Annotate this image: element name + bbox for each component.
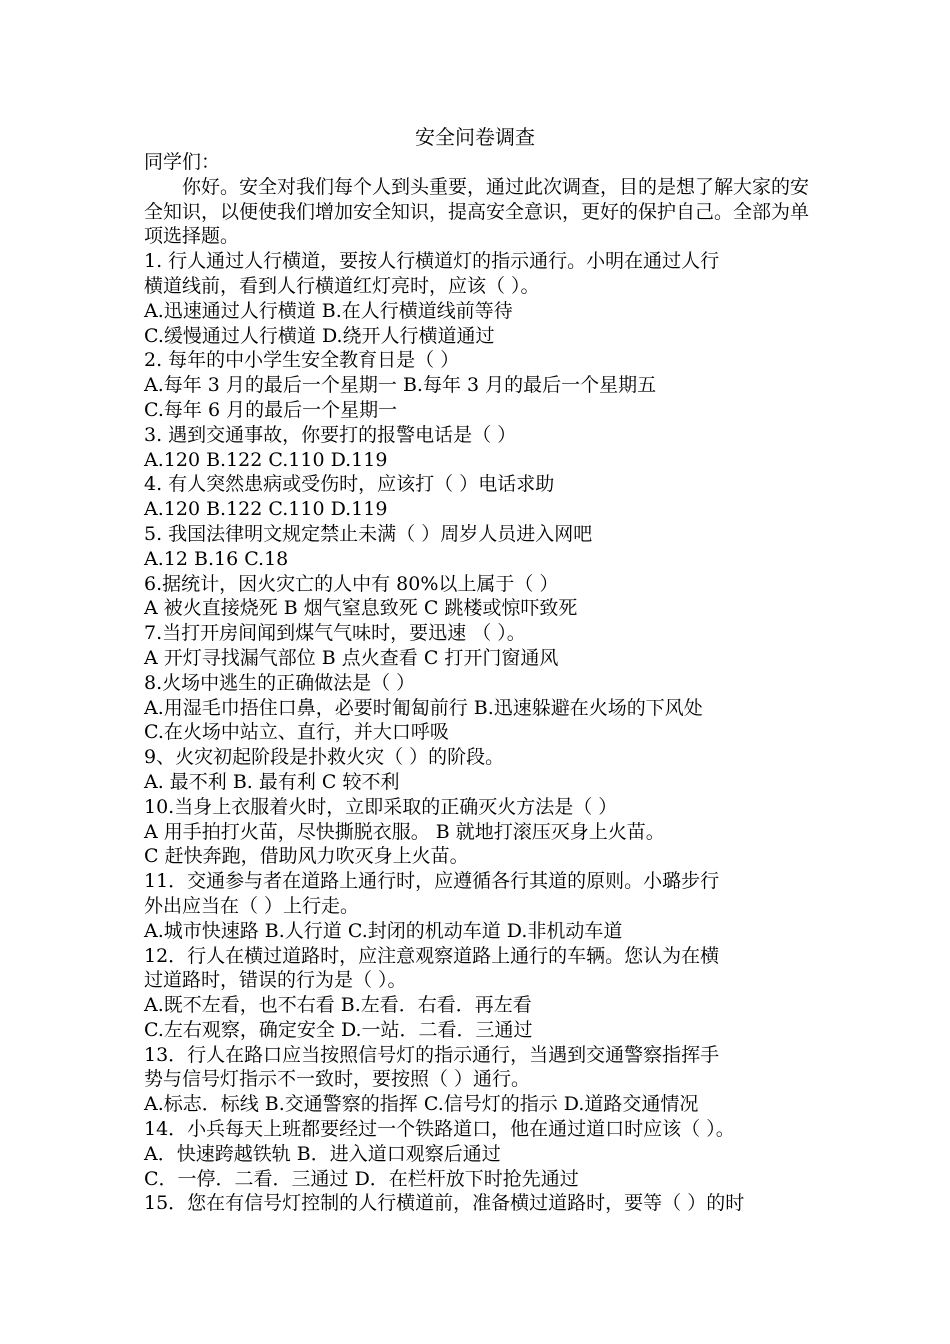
question-line: A.既不左看，也不右看 B.左看．右看．再左看 [144,994,532,1017]
question-line: A.每年 3 月的最后一个星期一 B.每年 3 月的最后一个星期五 [144,374,657,397]
question-line: 2. 每年的中小学生安全教育日是（ ） [144,349,460,372]
question-line: 过道路时，错误的行为是（ ）。 [144,969,407,992]
question-line: C.在火场中站立、直行，并大口呼吸 [144,721,449,744]
question-line: A 被火直接烧死 B 烟气窒息致死 C 跳楼或惊吓致死 [144,597,578,620]
question-line: A.城市快速路 B.人行道 C.封闭的机动车道 D.非机动车道 [144,919,623,942]
question-line: A 用手拍打火苗，尽快撕脱衣服。 B 就地打滚压灭身上火苗。 [144,820,665,843]
page-title: 安全问卷调查 [415,125,535,149]
question-line: A.标志．标线 B.交通警察的指挥 C.信号灯的指示 D.道路交通情况 [144,1093,699,1116]
question-line: 横道线前，看到人行横道红灯亮时，应该（ ）。 [144,274,540,297]
question-line: 12．行人在横过道路时，应注意观察道路上通行的车辆。您认为在横 [144,944,720,967]
question-line: A 开灯寻找漏气部位 B 点火查看 C 打开门窗通风 [144,646,559,669]
greeting: 同学们： [144,151,221,173]
question-line: C.左右观察，确定安全 D.一站．二看．三通过 [144,1018,533,1041]
question-line: A.120 B.122 C.110 D.119 [144,498,388,521]
question-line: A.120 B.122 C.110 D.119 [144,448,388,471]
question-line: 15．您在有信号灯控制的人行横道前，准备横过道路时，要等（ ）的时 [144,1192,745,1215]
question-line: 外出应当在（ ）上行走。 [144,894,360,917]
question-line: 5. 我国法律明文规定禁止未满（ ）周岁人员进入网吧 [144,522,593,545]
question-line: 1. 行人通过人行横道，要按人行横道灯的指示通行。小明在通过人行 [144,250,720,273]
question-line: 势与信号灯指示不一致时，要按照（ ）通行。 [144,1068,531,1091]
question-line: 3. 遇到交通事故，你要打的报警电话是（ ） [144,423,517,446]
intro-paragraph: 你好。安全对我们每个人到头重要，通过此次调查，目的是想了解大家的安全知识，以便使我们增加安全知识，提高安全意识，更好的保护自己。全部为单项选择题。 [144,175,810,248]
question-line: C.每年 6 月的最后一个星期一 [144,398,398,421]
question-line: 8.火场中逃生的正确做法是（ ） [144,671,416,694]
questionnaire-body [144,150,809,1216]
question-line: 7.当打开房间闻到煤气气味时，要迅速 （ ）。 [144,622,526,645]
question-line: 10.当身上衣服着火时，立即采取的正确灭火方法是（ ） [144,795,618,818]
question-line: A.12 B.16 C.18 [144,547,289,570]
question-line: A．快速跨越铁轨 B．进入道口观察后通过 [144,1142,501,1165]
question-line: A. 最不利 B. 最有利 C 较不利 [144,770,400,793]
question-line: 9、火灾初起阶段是扑救火灾（ ）的阶段。 [144,746,505,769]
question-line: 14．小兵每天上班都要经过一个铁路道口，他在通过道口时应该（ ）。 [144,1118,735,1141]
question-line: 13．行人在路口应当按照信号灯的指示通行，当遇到交通警察指挥手 [144,1043,720,1066]
question-line: C．一停．二看．三通过 D．在栏杆放下时抢先通过 [144,1167,579,1190]
question-line: C.缓慢通过人行横道 D.绕开人行横道通过 [144,324,495,347]
question-list [144,249,809,1216]
question-line: 6.据统计，因火灾亡的人中有 80%以上属于（ ） [144,572,559,595]
question-line: 4. 有人突然患病或受伤时，应该打（ ）电话求助 [144,473,555,496]
question-line: 11．交通参与者在道路上通行时，应遵循各行其道的原则。小璐步行 [144,870,720,893]
question-line: C 赶快奔跑，借助风力吹灭身上火苗。 [144,845,469,868]
question-line: A.迅速通过人行横道 B.在人行横道线前等待 [144,299,513,322]
question-line: A.用湿毛巾捂住口鼻，必要时匍匐前行 B.迅速躲避在火场的下风处 [144,696,703,719]
